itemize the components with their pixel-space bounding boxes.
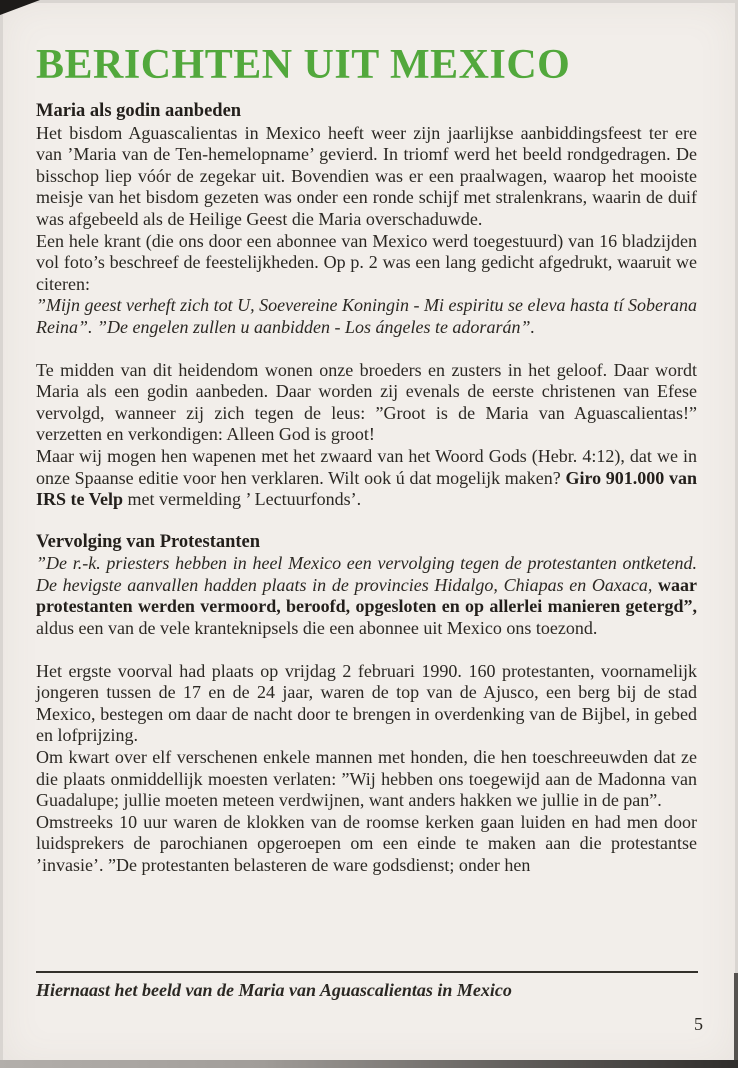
footer-divider bbox=[36, 971, 698, 973]
paragraph-gap bbox=[36, 339, 697, 360]
section bbox=[36, 532, 697, 877]
article-body bbox=[36, 101, 697, 877]
bold-text-run: waar protestanten werden vermoord, beroofd, opgesloten en op allerlei manieren getergd”, bbox=[36, 574, 697, 617]
page bbox=[3, 3, 735, 1065]
paragraph bbox=[36, 553, 697, 639]
text-run: Het ergste voorval had plaats op vrijdag 2 februari 1990. 160 protestanten, voornamelijk jongeren tussen de 17 en de 24 jaar, waren de top van de Ajusco, een berg bij de stad Mexico, bestegen om daar de nacht door te brengen in overdenking van de Bijbel, in gebed en lofprijzing. bbox=[36, 660, 697, 746]
text-run: Een hele krant (die ons door een abonnee van Mexico werd toegestuurd) van 16 bladzijden vol foto’s beschreef de feestelijkheden. Op p. 2 was een lang gedicht afgedrukt, waaruit we citeren: bbox=[36, 230, 697, 294]
page-title: BERICHTEN UIT MEXICO bbox=[36, 42, 571, 88]
text-run: Het bisdom Aguascalientas in Mexico heeft weer zijn jaarlijkse aanbiddingsfeest ter ere van ’Maria van de Ten-hemelopname’ gevierd. In triomf werd het beeld rondgedragen. De bisschop liep vóór de zegekar uit. Bovendien was er een praalwagen, waarop het mooiste meisje van het bisdom gezeten was onder een ronde schijf met stralenkrans, waarin de duif was afgebeeld als de Heilige Geest die Maria overschaduwde. bbox=[36, 122, 697, 229]
text-run: Omstreeks 10 uur waren de klokken van de roomse kerken gaan luiden en had men door luidsprekers de parochianen opgeroepen om een einde te maken aan die protestantse ’invasie’. ”De protestanten belasteren de ware godsdienst; onder hen bbox=[36, 811, 697, 875]
text-run: Te midden van dit heidendom wonen onze broeders en zusters in het geloof. Daar wordt Maria als een godin aanbeden. Daar worden zij evenals de eerste christenen van Efese vervolgd, wanneer zij zich tegen de leus: ”Groot is de Maria van Aguascalientas!” verzetten en verkondigen: Alleen God is groot! bbox=[36, 359, 697, 445]
text-run: aldus een van de vele kranteknipsels die een abonnee uit Mexico ons toezond. bbox=[36, 618, 598, 639]
paragraph bbox=[36, 747, 697, 812]
section-heading: Vervolging van Protestanten bbox=[36, 531, 261, 552]
paragraph bbox=[36, 360, 697, 446]
text-run: Maar wij mogen hen wapenen met het zwaard van het Woord Gods (Hebr. 4:12), dat we in onze Spaanse editie voor hen verklaren. Wilt ook ú dat mogelijk maken? bbox=[36, 445, 697, 488]
paragraph bbox=[36, 661, 697, 747]
bold-text-run: Giro 901.000 van IRS te Velp bbox=[36, 467, 697, 510]
italic-text-run: ”Mijn geest verheft zich tot U, Soevereine Koningin - Mi espiritu se eleva hasta tí Soberana Reina”. ”De engelen zullen u aanbidden - Los ángeles te adorarán”. bbox=[36, 295, 697, 337]
paragraph-gap bbox=[36, 640, 697, 661]
footer-caption: Hiernaast het beeld van de Maria van Aguascalientas in Mexico bbox=[36, 980, 512, 1000]
text-run: met vermelding ’ Lectuurfonds’. bbox=[123, 489, 362, 510]
paragraph bbox=[36, 231, 697, 296]
section-heading: Maria als godin aanbeden bbox=[36, 101, 242, 121]
page-number: 5 bbox=[694, 1014, 703, 1034]
scan-bottom-edge bbox=[0, 1060, 738, 1068]
scan-corner-artifact bbox=[0, 0, 40, 15]
scan-right-edge bbox=[734, 973, 738, 1068]
paragraph bbox=[36, 123, 697, 231]
paragraph bbox=[36, 446, 697, 511]
paragraph bbox=[36, 295, 697, 338]
text-run: Om kwart over elf verschenen enkele mannen met honden, die hen toeschreeuwden dat ze die plaats onmiddellijk moesten verlaten: ”Wij hebben ons toegewijd aan de Madonna van Guadalupe; jullie moeten meteen verdwijnen, want anders hakken we jullie in de pan”. bbox=[36, 747, 697, 811]
paragraph bbox=[36, 812, 697, 877]
section bbox=[36, 101, 697, 511]
italic-text-run: ”De r.-k. priesters hebben in heel Mexico een vervolging tegen de protestanten ontketend. De hevigste aanvallen hadden plaats in de provincies Hidalgo, Chiapas en Oaxaca, bbox=[36, 553, 697, 595]
